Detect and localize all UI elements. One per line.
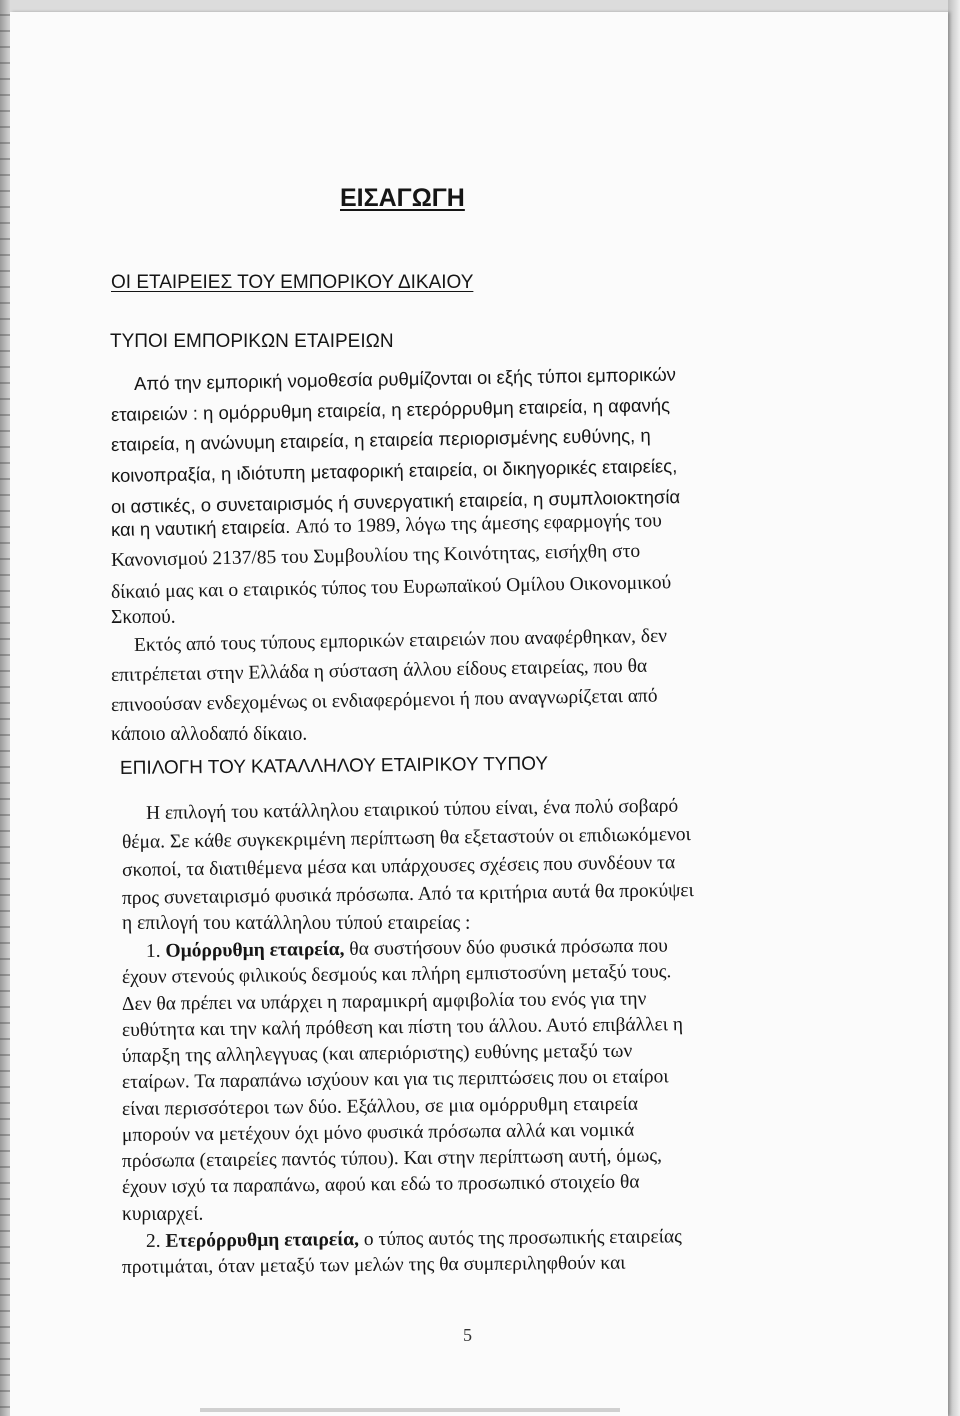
list-number: 1. — [145, 940, 161, 962]
paragraph-line: κοινοπραξία, η ιδιότυπη μεταφορική εταιρεία, οι δικηγορικές εταιρείες, — [110, 455, 678, 486]
sans-fragment: και η ναυτική εταιρεία. — [110, 515, 296, 540]
chapter-subtitle: ΟΙ ΕΤΑΙΡΕΙΕΣ ΤΟΥ ΕΜΠΟΡΙΚΟΥ ΔΙΚΑΙΟΥ — [111, 272, 474, 293]
section-heading-types: ΤΥΠΟΙ ΕΜΠΟΡΙΚΩΝ ΕΤΑΙΡΕΙΩΝ — [110, 331, 394, 352]
list-item-line: έχουν ισχύ τα παραπάνω, αφού και εδώ το προσωπικό στοιχείο θα — [121, 1171, 640, 1198]
scan-right-edge — [948, 0, 960, 1416]
list-item-line: ύπαρξη της αλληλεγγυας (και απεριόριστης) ευθύνης μεταξύ των — [121, 1040, 633, 1067]
paragraph-line: κάποιο αλλοδαπό δίκαιο. — [111, 724, 308, 745]
paragraph-line: εταιρεία, η ανώνυμη εταιρεία, η εταιρεία περιορισμένης ευθύνης, η — [110, 424, 651, 455]
list-term: Ομόρρυθμη εταιρεία, — [165, 938, 345, 962]
list-item-line: Δεν θα πρέπει να υπάρχει η παραμικρή αμφιβολία του ενός για την — [121, 988, 647, 1015]
paragraph-line: Σκοπού. — [111, 607, 176, 628]
list-item-line: προτιμάται, όταν μεταξύ των μελών της θα συμπεριληφθούν και — [121, 1252, 626, 1278]
list-number: 2. — [145, 1230, 161, 1252]
binding-holes — [0, 0, 10, 1416]
paragraph-line: Από την εμπορική νομοθεσία ρυθμίζονται οι εξής τύποι εμπορικών — [133, 363, 677, 394]
list-item-line: είναι περισσότεροι των δύο. Εξάλλου, σε μια ομόρρυθμη εταιρεία — [121, 1093, 639, 1120]
page-title: ΕΙΣΑΓΩΓΗ — [340, 184, 465, 212]
list-first-line-text: θα συστήσουν δύο φυσικά πρόσωπα που — [344, 935, 668, 960]
paragraph-line: θέμα. Σε κάθε συγκεκριμένη περίπτωση θα εξεταστούν οι επιδιωκόμενοι — [121, 824, 692, 853]
scan-bottom-edge — [200, 1408, 620, 1412]
list-item-line: έχουν στενούς φιλικούς δεσμούς και πλήρη εμπιστοσύνη μεταξύ τους. — [121, 961, 672, 988]
paragraph-line: Εκτός από τους τύπους εμπορικών εταιρειών που αναφέρθηκαν, δεν — [133, 625, 668, 656]
paragraph-line: Κανονισμού 2137/85 του Συμβουλίου της Κοινότητας, εισήχθη στο — [110, 540, 641, 571]
list-item-line: κυριαρχεί. — [122, 1204, 204, 1225]
paragraph-line: σκοποί, τα διατιθέμενα μέσα και υπάρχουσες σχέσεις που συνδέουν τα — [121, 852, 676, 881]
list-term: Ετερόρρυθμη εταιρεία, — [165, 1229, 360, 1252]
list-first-line-text: ο τύπος αυτός της προσωπικής εταιρείας — [358, 1226, 682, 1251]
paragraph-line: επινοούσαν ενδεχομένως οι ενδιαφερόμενοι ή που αναγνωρίζεται από — [110, 685, 658, 716]
list-item-line: μπορούν να μετέχουν όχι μόνο φυσικά πρόσωπα αλλά και νομικά — [121, 1119, 635, 1146]
paragraph-line: δίκαιό μας και ο εταιρικός τύπος του Ευρωπαϊκού Ομίλου Οικονομικού — [110, 572, 672, 603]
paragraph-line: εταιρειών : η ομόρρυθμη εταιρεία, η ετερόρρυθμη εταιρεία, η αφανής — [110, 394, 671, 425]
paragraph-line: η επιλογή του κατάλληλου τύπού εταιρείας : — [122, 913, 471, 934]
paragraph-line: Η επιλογή του κατάλληλου εταιρικού τύπου είναι, ένα πολύ σοβαρό — [145, 795, 679, 824]
list-item-line: πρόσωπα (εταιρείες παντός τύπου). Και στην περίπτωση αυτή, όμως, — [121, 1145, 663, 1172]
list-item-2-first-line — [146, 1226, 682, 1253]
paragraph-line: επιτρέπεται στην Ελλάδα η σύσταση άλλου είδους εταιρείας, που θα — [110, 655, 648, 686]
paragraph-line: προς συνεταιρισμό φυσικά πρόσωπα. Από τα κριτήρια αυτά θα προκύψει — [121, 880, 694, 909]
page-number: 5 — [463, 1325, 472, 1345]
serif-fragment: Από το 1989, λόγω της άμεσης εφαρμογής του — [295, 510, 662, 538]
list-item-line: ευθύτητα και την καλή πρόθεση και πίστη του άλλου. Αυτό επιβάλλει η — [121, 1014, 684, 1041]
section-heading-selection: ΕΠΙΛΟΓΗ ΤΟΥ ΚΑΤΑΛΛΗΛΟΥ ΕΤΑΙΡΙΚΟΥ ΤΥΠΟΥ — [119, 753, 549, 779]
list-item-line: εταίρων. Τα παραπάνω ισχύουν και για τις περιπτώσεις που οι εταίροι — [121, 1066, 669, 1093]
paragraph-line: οι αστικές, ο συνεταιρισμός ή συνεργατική εταιρεία, η συμπλοιοκτησία — [110, 486, 681, 517]
